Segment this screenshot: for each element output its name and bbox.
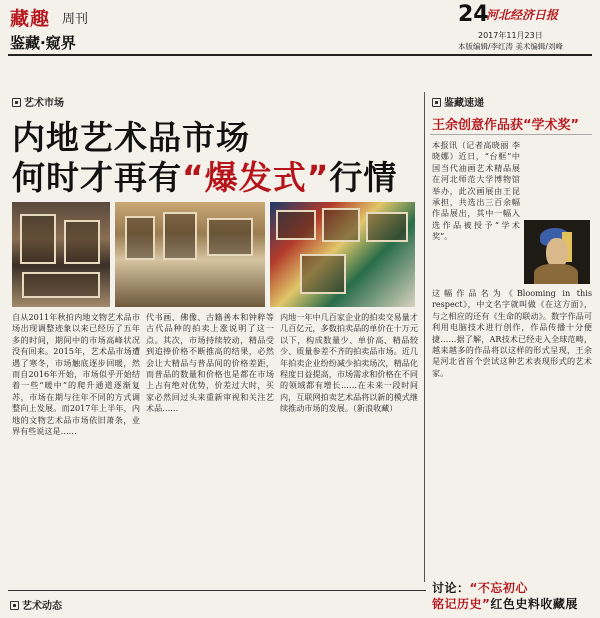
article-column-1: 自从2011年秋拍内地文物艺术品市场出现调整迹象以来已经历了五年多的时间，期间中的市场高峰状况没有回来。2015年，艺术品市场遭遇了寒冬，市场触底逐步回暖，然而自2016年开始，市场似乎开始结着一些“暖中”的爬升通道逐渐复苏，市场在期与往年不同的方式调整向上发展。而2017年上半年，内地的文物艺术品市场依旧萧条，业界有些说这是…… — [12, 312, 140, 437]
speaker-icon — [12, 98, 21, 107]
page-number: 24 — [458, 2, 489, 27]
photo-art-market-stall — [270, 202, 415, 307]
headline-part-a: 何时才再有 — [12, 158, 182, 197]
side-article-body-top: 本报讯（记者高晓丽 李晓娜）近日，“台框”中国当代油画艺术精品展在河北师范大学博物馆举办，此次画展由王昆承担，共选出三百余幅作品展出，其中一幅入选作品被授予“学术奖”。 — [432, 140, 520, 242]
headline-part-c: 行情 — [329, 158, 398, 197]
column-label-text: 艺术动态 — [22, 601, 62, 612]
article-column-2: 代书画、佛像、古籍善本和钟粹等古代品种的拍卖上涨说明了这一点。其次，市场持续较动，精品受到追捧价格不断推高的结果，必然会让大精品与普品间的价格差距，而普品的数量和价格也是都在市场上占有绝对优势，价差过大时，买家必然回过头来重新审视和关注艺术品…… — [146, 312, 274, 414]
paper-name: 河北经济日报 — [486, 8, 559, 22]
brand-subtitle: 周刊 — [62, 12, 89, 27]
promo-part-c: 铭记历史” — [432, 597, 491, 611]
promo-part-a: 讨论： — [432, 581, 470, 595]
column-label-text: 鉴藏速递 — [444, 98, 484, 109]
speaker-icon — [10, 601, 19, 610]
issue-date: 2017年11月23日 — [478, 31, 543, 40]
photo-gallery-hall — [115, 202, 265, 307]
promo-headline — [432, 580, 592, 612]
column-label-text: 艺术市场 — [24, 98, 64, 109]
brand-logo: 藏趣 — [10, 8, 51, 30]
promo-part-b: “不忘初心 — [469, 581, 528, 595]
side-article-title: 王余创意作品获“学术奖” — [432, 118, 580, 133]
side-article-body-bottom: 这幅作品名为《Blooming in this respect》，中文名字就叫做《在这方面》，与之相应的还有《生命的联动》。数字作品可利用电脑技术进行创作，作品传播十分便捷……据了解，AR技术已经走入全球范畴，越来越多的作品将以这样的形式呈现，王余是河北省首个尝试这种艺术表现形式的艺术家。 — [432, 288, 592, 378]
footer-rule — [8, 590, 426, 591]
girl-with-pearl-painting — [524, 220, 590, 284]
column-divider — [424, 92, 425, 582]
headline-line1: 内地艺术品市场 — [12, 118, 250, 157]
editors-line: 本版编辑/李红涛 美术编辑/刘峰 — [458, 42, 563, 51]
headline-line2 — [12, 158, 422, 198]
side-title-rule — [430, 134, 592, 135]
article-column-3: 内地一年中几百家企业的拍卖交易量才几百亿元，多数拍卖品的单价在十万元以下，构成数量少、单价高、精品较少、质量参差不齐的拍卖品市场。近几年拍卖企业纷纷减少拍卖场次，精品化程度日益提高，市场需求和价格在不同的领域都有增长……在未来一段时间内，互联网拍卖艺术品将以新的模式继续推动市场的发展。（新浪收藏） — [280, 312, 418, 414]
section-title: 鉴藏·窥界 — [10, 34, 76, 52]
headline-part-b: “爆发式” — [182, 158, 330, 197]
column-label-market — [12, 94, 64, 109]
masthead-rule — [8, 54, 592, 56]
column-label-news — [10, 597, 62, 612]
promo-part-d: 红色史料收藏展 — [490, 597, 578, 611]
photo-museum-display — [12, 202, 110, 307]
speaker-icon — [432, 98, 441, 107]
column-label-quick — [432, 94, 484, 109]
